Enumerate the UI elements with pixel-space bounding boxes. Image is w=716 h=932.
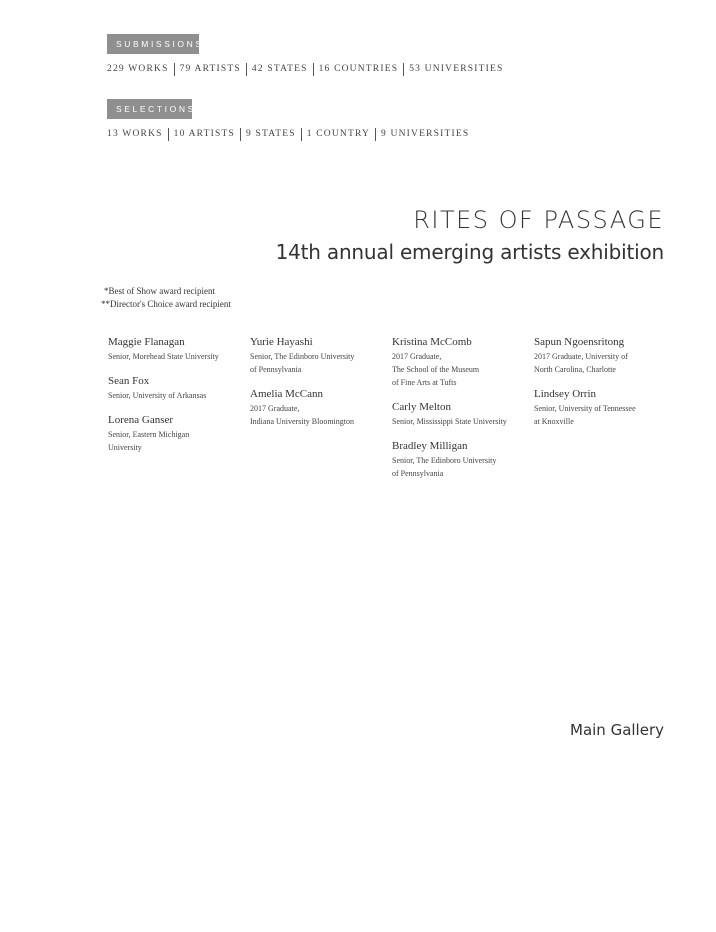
affiliation-line: Indiana University Bloomington — [250, 417, 354, 426]
artist-column-2 — [250, 336, 390, 440]
artist-entry — [108, 336, 248, 363]
artist-affiliation — [250, 350, 390, 376]
artist-affiliation: Senior, Mississippi State University — [392, 417, 507, 426]
artist-entry — [392, 401, 532, 428]
artist-column-1 — [108, 336, 248, 466]
artist-name: Carly Melton — [392, 401, 451, 413]
submissions-universities: 53 UNIVERSITIES — [403, 63, 508, 76]
artist-name: Yurie Hayashi — [250, 336, 313, 348]
affiliation-line: 2017 Graduate, University of — [534, 352, 628, 361]
submissions-stats — [107, 63, 508, 76]
best-of-show-note: *Best of Show award recipient — [104, 286, 215, 296]
directors-choice-note: **Director's Choice award recipient — [101, 299, 231, 309]
artist-affiliation — [534, 402, 674, 428]
artist-entry — [250, 388, 390, 428]
gallery-location: Main Gallery — [570, 721, 664, 739]
artist-name: Sapun Ngoensritong — [534, 336, 625, 348]
artist-affiliation — [534, 350, 674, 376]
artist-entry — [250, 336, 390, 376]
artist-entry — [534, 336, 674, 376]
selections-label: SELECTIONS — [107, 99, 192, 119]
affiliation-line: University — [108, 443, 142, 452]
selections-states: 9 STATES — [240, 128, 301, 141]
artist-affiliation: Senior, Morehead State University — [108, 352, 219, 361]
affiliation-line: Senior, The Edinboro University — [392, 456, 497, 465]
artist-entry — [534, 388, 674, 428]
selections-artists: 10 ARTISTS — [168, 128, 240, 141]
artist-name: Amelia McCann — [250, 388, 324, 400]
affiliation-line: at Knoxville — [534, 417, 574, 426]
artist-entry — [108, 414, 248, 454]
artist-column-3 — [392, 336, 532, 492]
exhibition-subtitle: 14th annual emerging artists exhibition — [275, 240, 664, 264]
artist-affiliation — [250, 402, 390, 428]
affiliation-line: Senior, University of Tennessee — [534, 404, 636, 413]
affiliation-line: North Carolina, Charlotte — [534, 365, 616, 374]
submissions-works: 229 WORKS — [107, 64, 169, 74]
artist-name: Lindsey Orrin — [534, 388, 597, 400]
artist-entry — [392, 440, 532, 480]
affiliation-line: 2017 Graduate, — [250, 404, 300, 413]
affiliation-line: Senior, Eastern Michigan — [108, 430, 190, 439]
artist-name: Kristina McComb — [392, 336, 472, 348]
affiliation-line: The School of the Museum — [392, 365, 480, 374]
affiliation-line: of Pennsylvania — [392, 469, 444, 478]
affiliation-line: 2017 Graduate, — [392, 352, 442, 361]
artist-entry — [392, 336, 532, 389]
artist-name: Lorena Ganser — [108, 414, 174, 426]
artist-column-4 — [534, 336, 674, 440]
affiliation-line: Senior, The Edinboro University — [250, 352, 355, 361]
artist-affiliation: Senior, University of Arkansas — [108, 391, 207, 400]
artist-name: Sean Fox — [108, 375, 150, 387]
selections-country: 1 COUNTRY — [301, 128, 375, 141]
artist-name: Bradley Milligan — [392, 440, 468, 452]
artist-affiliation — [392, 350, 532, 389]
artist-affiliation — [108, 428, 248, 454]
submissions-states: 42 STATES — [246, 63, 313, 76]
selections-stats — [107, 128, 474, 141]
submissions-artists: 79 ARTISTS — [174, 63, 246, 76]
affiliation-line: of Pennsylvania — [250, 365, 302, 374]
artist-entry — [108, 375, 248, 402]
submissions-countries: 16 COUNTRIES — [313, 63, 404, 76]
artist-affiliation — [392, 454, 532, 480]
selections-works: 13 WORKS — [107, 129, 163, 139]
exhibition-title: RITES OF PASSAGE — [413, 206, 664, 234]
artist-name: Maggie Flanagan — [108, 336, 185, 348]
submissions-label: SUBMISSIONS — [107, 34, 199, 54]
selections-universities: 9 UNIVERSITIES — [375, 128, 474, 141]
affiliation-line: of Fine Arts at Tufts — [392, 378, 457, 387]
